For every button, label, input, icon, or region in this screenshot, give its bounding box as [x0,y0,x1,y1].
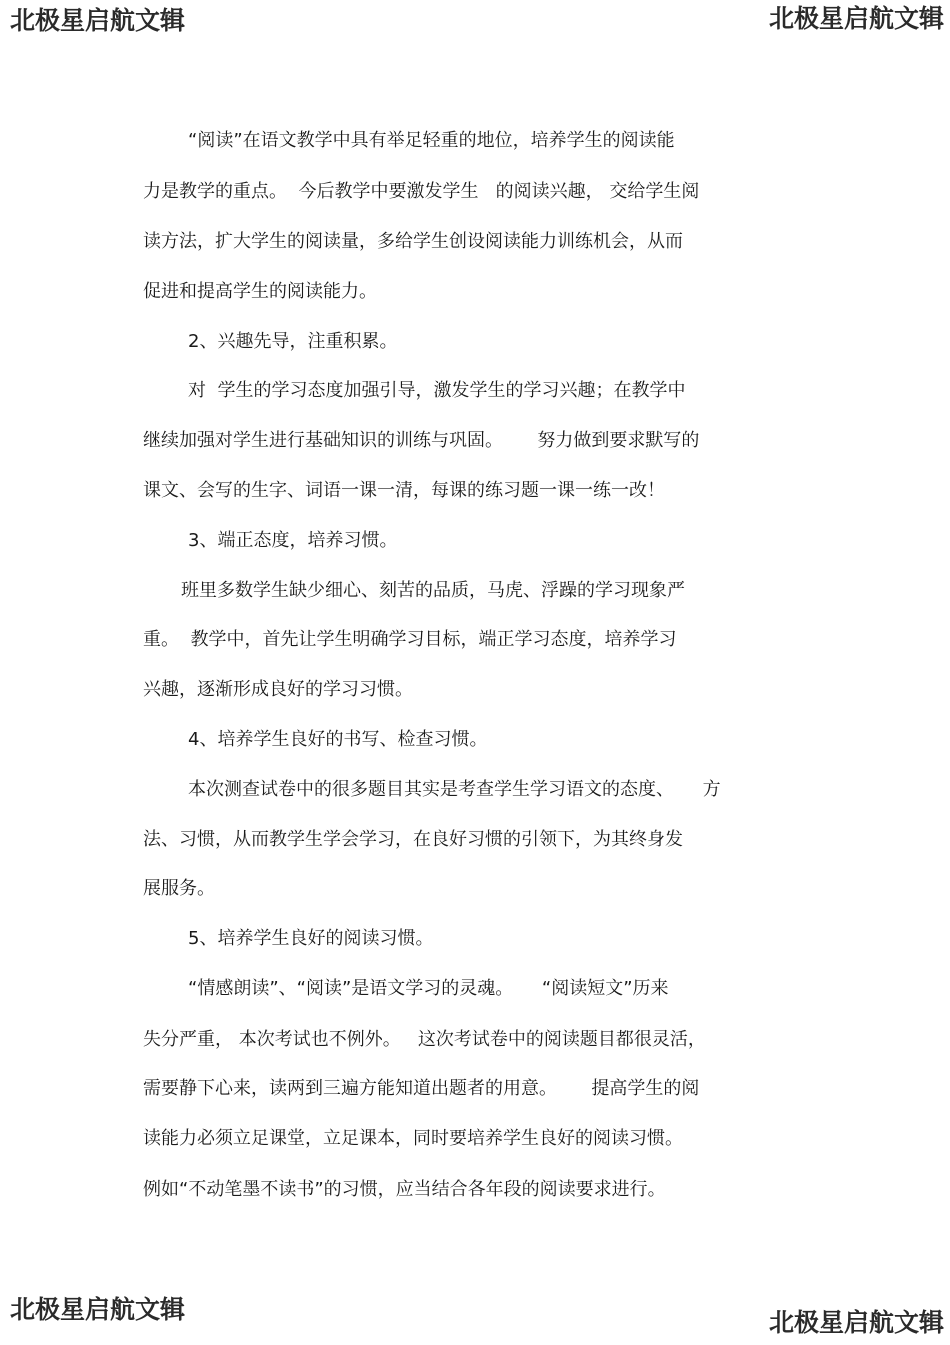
watermark-top-left: 北极星启航文辑 [10,6,186,35]
section-heading: 3、端正态度，培养习惯。 [188,530,398,551]
text-line: 读方法，扩大学生的阅读量，多给学生创设阅读能力训练机会，从而 [143,231,683,252]
text-line: 重。 教学中，首先让学生明确学习目标，端正学习态度，培养学习 [143,629,677,650]
text-line: 本次测查试卷中的很多题目其实是考查学生学习语文的态度、 方 [188,779,721,800]
text-line: 促进和提高学生的阅读能力。 [143,281,377,302]
text-line: 力是教学的重点。 今后教学中要激发学生 的阅读兴趣， 交给学生阅 [143,181,700,202]
text-line: 展服务。 [143,878,215,899]
section-heading: 4、培养学生良好的书写、检查习惯。 [188,729,488,750]
text-line: 班里多数学生缺少细心、刻苦的品质，马虎、浮躁的学习现象严 [181,580,685,601]
text-line: 继续加强对学生进行基础知识的训练与巩固。 努力做到要求默写的 [143,430,700,451]
text-line: “阅读”在语文教学中具有举足轻重的地位，培养学生的阅读能 [188,130,675,151]
text-line: 失分严重， 本次考试也不例外。 这次考试卷中的阅读题目都很灵活， [143,1029,706,1050]
text-line: 例如“不动笔墨不读书”的习惯，应当结合各年段的阅读要求进行。 [143,1179,666,1200]
text-line: 读能力必须立足课堂，立足课本，同时要培养学生良好的阅读习惯。 [143,1128,683,1149]
watermark-top-right: 北极星启航文辑 [768,4,944,33]
section-heading: 5、培养学生良好的阅读习惯。 [188,928,434,949]
section-heading: 2、兴趣先导，注重积累。 [188,331,398,352]
watermark-bottom-left: 北极星启航文辑 [10,1295,186,1324]
watermark-bottom-right: 北极星启航文辑 [768,1308,944,1337]
text-line: 对 学生的学习态度加强引导，激发学生的学习兴趣；在教学中 [188,380,686,401]
text-line: 法、习惯，从而教学生学会学习，在良好习惯的引领下，为其终身发 [143,829,683,850]
text-line: 需要静下心来，读两到三遍方能知道出题者的用意。 提高学生的阅 [143,1078,700,1099]
text-line: 兴趣，逐渐形成良好的学习习惯。 [143,679,413,700]
text-line: “情感朗读”、“阅读”是语文学习的灵魂。 “阅读短文”历来 [188,978,669,999]
text-line: 课文、会写的生字、词语一课一清，每课的练习题一课一练一改！ [143,480,665,501]
